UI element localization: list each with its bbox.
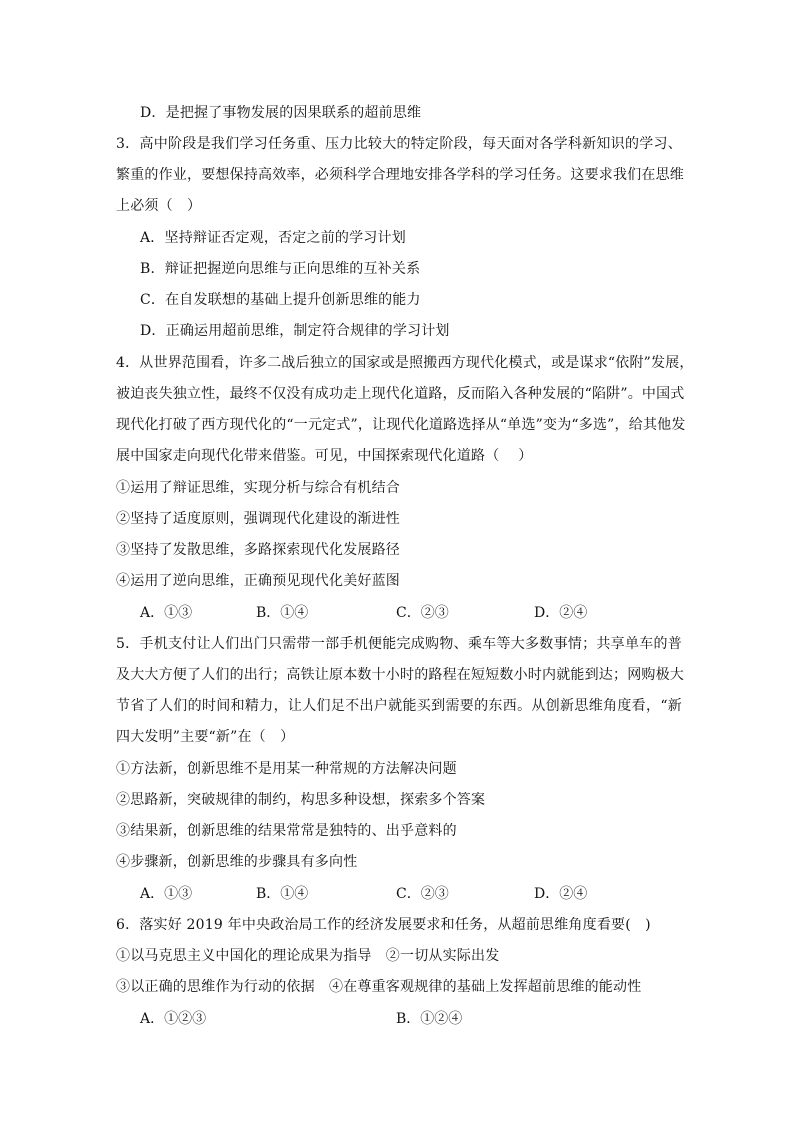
q4-statement-3: ③坚持了发散思维，多路探索现代化发展路径 [116,542,400,558]
q5-statement-2: ②思路新，突破规律的制约，构思多种设想，探索多个答案 [116,792,486,808]
q3-stem-line-3: 上必须（ ） [116,198,202,214]
q6-stem: 6．落实好 2019 年中央政治局工作的经济发展要求和任务，从超前思维角度看要( ) [116,917,651,933]
q5-stem-line-4: 四大发明”主要“新”在（ ） [116,729,295,745]
q4-stem-line-2: 被迫丧失独立性，最终不仅没有成功走上现代化道路，反而陷入各种发展的“陷阱”。中国式 [116,386,685,402]
q5-statement-1: ①方法新，创新思维不是用某一种常规的方法解决问题 [116,761,457,777]
q3-stem-line-2: 繁重的作业，要想保持高效率，必须科学合理地安排各学科的学习任务。这要求我们在思维 [116,167,684,183]
q4-choice-a: A．①③ [140,605,193,621]
q4-choice-d: D．②④ [534,605,588,621]
q5-choice-c: C．②③ [396,886,449,902]
q5-stem-line-3: 节省了人们的时间和精力，让人们足不出户就能买到需要的东西。从创新思维角度看，“新 [116,698,682,714]
q5-choice-d: D．②④ [534,886,588,902]
q4-statement-1: ①运用了辩证思维，实现分析与综合有机结合 [116,480,400,496]
q6-choice-a: A．①②③ [140,1011,207,1027]
q3-option-c: C．在自发联想的基础上提升创新思维的能力 [140,292,421,308]
q4-choice-b: B．①④ [256,605,309,621]
q4-statement-4: ④运用了逆向思维，正确预见现代化美好蓝图 [116,573,400,589]
q3-stem-line-1: 3．高中阶段是我们学习任务重、压力比较大的特定阶段，每天面对各学科新知识的学习、 [116,136,682,152]
q5-stem-line-1: 5．手机支付让人们出门只需带一部手机便能完成购物、乘车等大多数事情；共享单车的普 [116,636,682,652]
q4-stem-line-1: 4．从世界范围看，许多二战后独立的国家或是照搬西方现代化模式，或是谋求“依附”发展， [116,355,694,371]
q3-option-a: A．坚持辩证否定观，否定之前的学习计划 [140,230,406,246]
q2-option-d: D．是把握了事物发展的因果联系的超前思维 [140,105,422,121]
q3-option-b: B．辩证把握逆向思维与正向思维的互补关系 [140,261,421,277]
q5-choice-b: B．①④ [256,886,309,902]
q4-stem-line-3: 现代化打破了西方现代化的“一元定式”，让现代化道路选择从“单选”变为“多选”，给其他发 [116,417,686,433]
q4-stem-line-4: 展中国家走向现代化带来借鉴。可见，中国探索现代化道路（ ） [116,448,533,464]
q6-statement-1: ①以马克思主义中国化的理论成果为指导 ②一切从实际出发 [116,948,500,964]
q6-choice-b: B．①②④ [396,1011,463,1027]
q4-choice-c: C．②③ [396,605,449,621]
q3-option-d: D．正确运用超前思维，制定符合规律的学习计划 [140,323,450,339]
q5-stem-line-2: 及大大方便了人们的出行；高铁让原本数十小时的路程在短短数小时内就能到达；网购极大 [116,667,684,683]
q5-statement-4: ④步骤新，创新思维的步骤具有多向性 [116,854,358,870]
q6-statement-2: ③以正确的思维作为行动的依据 ④在尊重客观规律的基础上发挥超前思维的能动性 [116,979,642,995]
q5-choice-a: A．①③ [140,886,193,902]
q5-statement-3: ③结果新，创新思维的结果常常是独特的、出乎意料的 [116,823,457,839]
q4-statement-2: ②坚持了适度原则，强调现代化建设的渐进性 [116,511,400,527]
